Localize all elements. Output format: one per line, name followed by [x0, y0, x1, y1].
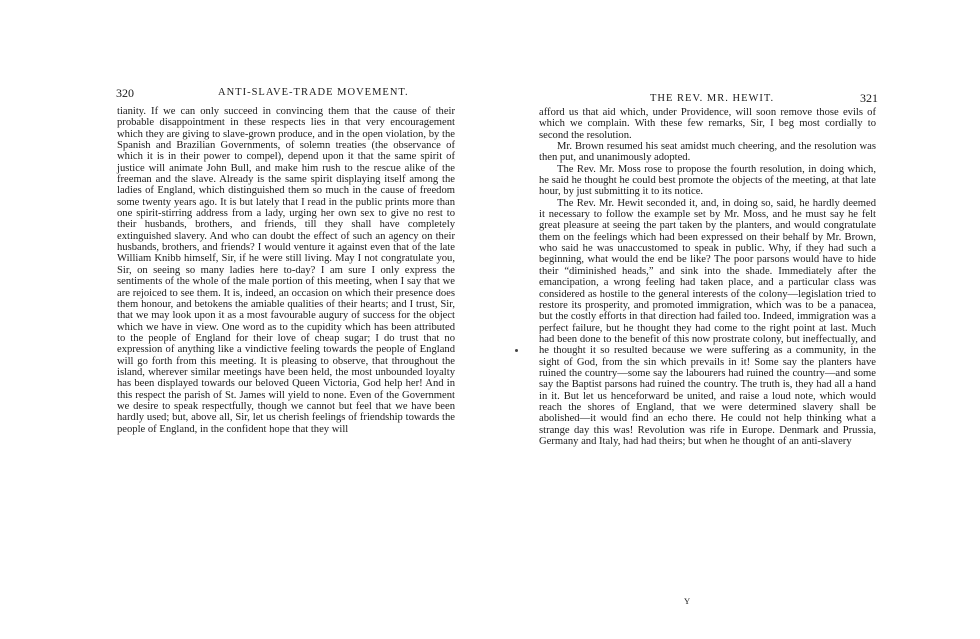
paragraph: The Rev. Mr. Moss rose to propose the fourth resolution, in doing which, he said he thought he could best promote the objects of the meeting, at that late hour, by just submitting it to its notice.: [539, 163, 876, 198]
stray-ink-dot: [515, 349, 518, 352]
signature-mark: Y: [684, 596, 692, 606]
paragraph: The Rev. Mr. Hewit seconded it, and, in doing so, said, he hardly deemed it necessary to follow the example set by Mr. Moss, and he must say he felt great pleasure at seeing the part taken by the planters, and would congratulate them on the feelings which had been expressed on their behalf by Mr. Brown, who said he was unaccustomed to speak in public. Why, if they had such a beginning, what would the end be like? The poor parsons would have to hide their “diminished heads,” and sink into the shade. Immediately after the emancipation, a wrong feeling had taken place, and a particular class was considered as hostile to the general interests of the colony—legislation tried to restore its prosperity, and promoted immigration, which was to be a panacea, but the costly efforts in that direction had failed too. Indeed, immigration was a perfect failure, but he thought they had come to the right point at last. Much had been done to the benefit of this now prostrate colony, but ineffectually, and he thought it so resulted because we were suffering as a community, in the sight of God, from the sin which prevails in it! Some say the planters have ruined the country—some say the labourers had ruined the country—and some say the Baptist parsons had ruined the country. The truth is, they had all a hand in it. But let us henceforward be united, and raise a loud note, which would reach the shores of England, that we were determined slavery shall be abolished—it would find an echo there. He could not help thinking what a strange day this was! Revolution was rife in Europe. Denmark and Prussia, Germany and Italy, had had theirs; but when he thought of an anti-slavery: [539, 197, 876, 447]
paragraph: Mr. Brown resumed his seat amidst much cheering, and the resolution was then put, and unanimously adopted.: [539, 141, 876, 164]
paragraph: afford us that aid which, under Providence, will soon remove those evils of which we complain. With these few remarks, Sir, I beg most cordially to second the resolution.: [539, 107, 876, 141]
right-body-text: [539, 107, 876, 447]
right-page-number: 321: [860, 91, 878, 105]
left-running-title: ANTI-SLAVE-TRADE MOVEMENT.: [218, 87, 409, 98]
left-page: [100, 86, 460, 435]
right-page: [533, 91, 878, 447]
left-page-number: 320: [116, 86, 134, 100]
right-running-head: [533, 91, 878, 107]
left-running-head: [100, 86, 460, 102]
right-running-title: THE REV. MR. HEWIT.: [650, 93, 775, 104]
left-body-text: tianity. If we can only succeed in convincing them that the cause of their probable disappointment in these respects lies in that very encouragement which they are giving to slave-grown produce, and in the open violation, by the Spanish and Brazilian Governments, of solemn treaties (the observance of which it is in their power to compel), depend upon it that the same spirit of justice will animate John Bull, and make him rush to the rescue alike of the freeman and the slave. Already is the same spirit displaying itself among the ladies of England, which distinguished them so much in the cause of freedom some twenty years ago. It is but lately that I read in the public prints more than one spirit-stirring address from a lady, urging her own sex to give no rest to their husbands, brothers, and friends, till they shall have completely extinguished slavery. And who can doubt the effect of such an agency on their husbands, brothers, and friends? I would venture it against even that of the late William Knibb himself, Sir, if he were still living. May I not congratulate you, Sir, on seeing so many ladies here to-day? I am sure I only express the sentiments of the whole of the male portion of this meeting, when I say that we are rejoiced to see them. It is, indeed, an occasion on which their presence does them honour, and betokens the amiable qualities of their hearts; and I trust, Sir, that we may look upon it as a most favourable augury of success for the object which we have in view. One word as to the cupidity which has been attributed to the people of England for their love of cheap sugar; I do trust that no expression of anything like a vindictive feeling towards the people of England will go forth from this meeting. It is pleasing to observe, that throughout the island, wherever similar meetings have been held, the most unbounded loyalty has been displayed towards our beloved Queen Victoria, God help her! And in this respect the parish of St. James will yield to none. Even of the Government we desire to speak respectfully, though we cannot but feel that we have been hardly used; but, above all, Sir, let us cherish feelings of friendship towards the people of England, in the confident hope that they will: [117, 106, 455, 435]
